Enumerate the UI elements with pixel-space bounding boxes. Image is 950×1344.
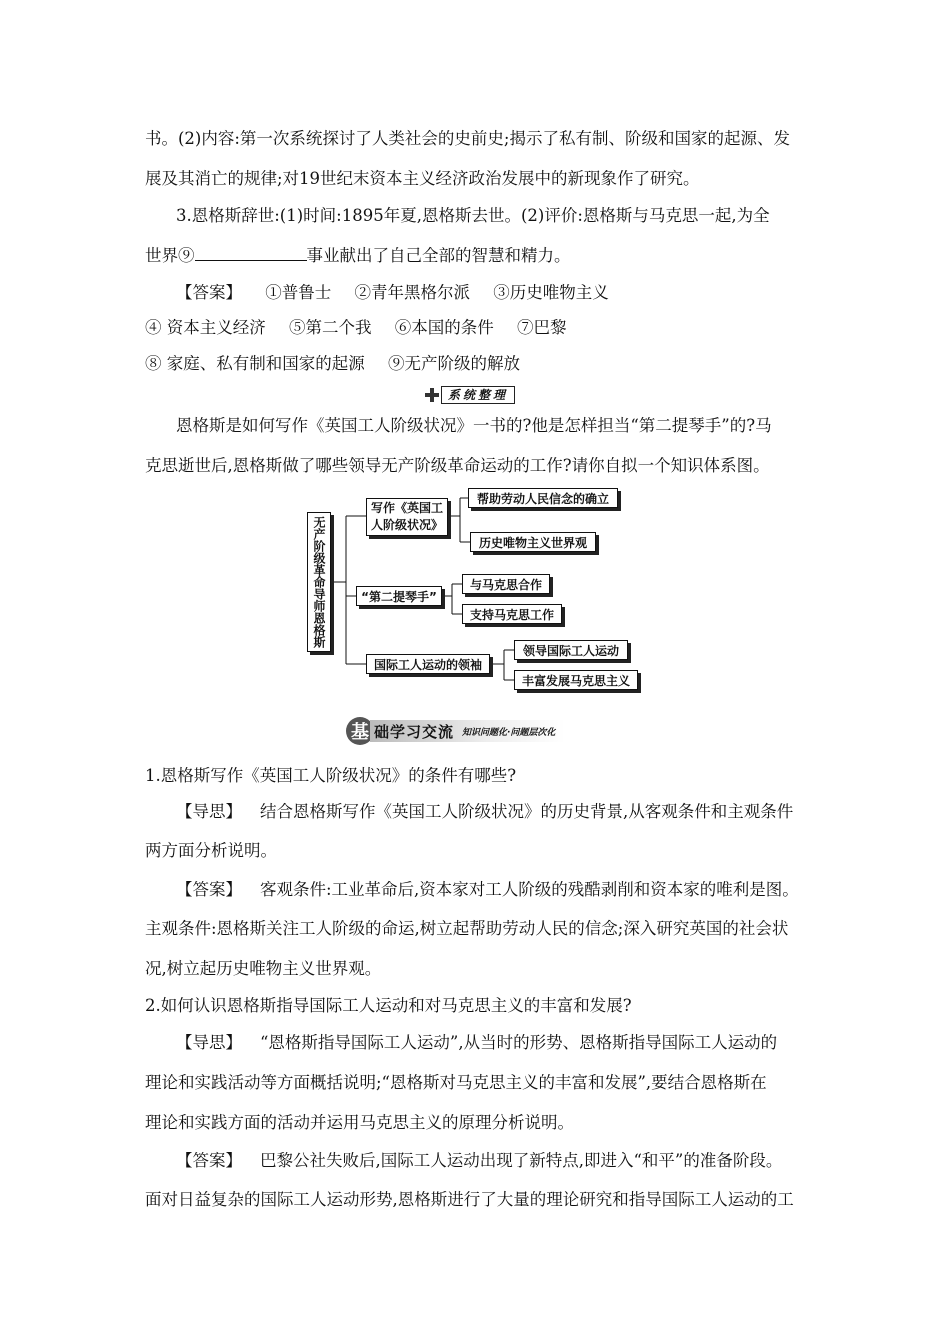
answer-item: ⑨无产阶级的解放 xyxy=(388,354,520,373)
paragraph-line: 展及其消亡的规律;对19世纪末资本主义经济政治发展中的新现象作了研究。 xyxy=(145,169,700,188)
diagram-branch-second-fiddle: “第二提琴手” xyxy=(356,586,442,606)
answer-item: ④ 资本主义经济 xyxy=(145,318,266,337)
answer-tag: 【答案】 xyxy=(176,283,242,302)
answer-text: 巴黎公社失败后,国际工人运动出现了新特点,即进入“和平”的准备阶段。 xyxy=(260,1151,783,1170)
guide-text: “恩格斯指导国际工人运动”,从当时的形势、恩格斯指导国际工人运动的 xyxy=(260,1033,778,1052)
question-2: 2.如何认识恩格斯指导国际工人运动和对马克思主义的丰富和发展? xyxy=(145,996,632,1015)
blank-suffix: 事业献出了自己全部的智慧和精力。 xyxy=(306,246,571,265)
diagram-leaf: 领导国际工人运动 xyxy=(514,640,628,660)
section-banner-title: 础学习交流 xyxy=(374,722,455,741)
answer-line: 面对日益复杂的国际工人运动形势,恩格斯进行了大量的理论研究和指导国际工人运动的工 xyxy=(145,1190,794,1209)
paragraph-line: 3.恩格斯辞世:(1)时间:1895年夏,恩格斯去世。(2)评价:恩格斯与马克思一起,为全 xyxy=(176,206,770,225)
diagram-leaf: 丰富发展马克思主义 xyxy=(514,670,638,690)
cross-deco-icon xyxy=(425,388,439,402)
answer-row xyxy=(145,317,567,339)
guide-tag: 【导思】 xyxy=(176,1033,242,1052)
guide-line: 理论和实践活动等方面概括说明;“恩格斯对马克思主义的丰富和发展”,要结合恩格斯在 xyxy=(145,1073,767,1092)
section-banner-system xyxy=(425,385,515,405)
answer-tag: 【答案】 xyxy=(176,880,242,899)
paragraph-line-blank xyxy=(145,245,571,267)
answer-item: ⑧ 家庭、私有制和国家的起源 xyxy=(145,354,365,373)
paragraph-line: 书。(2)内容:第一次系统探讨了人类社会的史前史;揭示了私有制、阶级和国家的起源、发 xyxy=(145,129,790,148)
diagram-branch-label: 写作《英国工 xyxy=(370,501,443,515)
diagram-branch-label: 人阶级状况》 xyxy=(370,518,443,532)
answer-text: 客观条件:工业革命后,资本家对工人阶级的残酷剥削和资本家的唯利是图。 xyxy=(260,880,799,899)
diagram-branch-writing xyxy=(366,498,448,536)
fill-blank xyxy=(195,245,307,261)
guide-line: 两方面分析说明。 xyxy=(145,841,277,860)
answer-item: ②青年黑格尔派 xyxy=(354,283,470,302)
diagram-leaf: 历史唯物主义世界观 xyxy=(470,532,596,552)
question-1: 1.恩格斯写作《英国工人阶级状况》的条件有哪些? xyxy=(145,766,517,785)
answer-item: ③历史唯物主义 xyxy=(493,283,609,302)
section-badge: 基 xyxy=(346,717,374,745)
guide-line xyxy=(176,801,793,823)
answer-line xyxy=(176,879,799,901)
guide-text: 结合恩格斯写作《英国工人阶级状况》的历史背景,从客观条件和主观条件 xyxy=(260,802,794,821)
answer-row xyxy=(176,282,609,304)
blank-prefix: 世界⑨ xyxy=(145,246,195,265)
section-banner-basic-study xyxy=(346,716,565,746)
summary-line: 恩格斯是如何写作《英国工人阶级状况》一书的?他是怎样担当“第二提琴手”的?马 xyxy=(176,416,772,435)
answer-line xyxy=(176,1150,782,1172)
answer-line: 主观条件:恩格斯关注工人阶级的命运,树立起帮助劳动人民的信念;深入研究英国的社会状 xyxy=(145,919,789,938)
section-banner-subtitle: 知识问题化·问题层次化 xyxy=(462,727,556,738)
diagram-root-node: 无产阶级革命导师恩格斯 xyxy=(307,512,331,652)
section-banner-bar xyxy=(370,720,565,742)
diagram-leaf: 与马克思合作 xyxy=(462,574,550,594)
answer-line: 况,树立起历史唯物主义世界观。 xyxy=(145,959,382,978)
knowledge-diagram xyxy=(300,486,650,698)
answer-item: ①普鲁士 xyxy=(265,283,332,302)
guide-line xyxy=(176,1032,777,1054)
summary-line: 克思逝世后,恩格斯做了哪些领导无产阶级革命运动的工作?请你自拟一个知识体系图。 xyxy=(145,456,770,475)
diagram-branch-leader: 国际工人运动的领袖 xyxy=(366,654,490,674)
diagram-leaf: 支持马克思工作 xyxy=(462,604,562,624)
answer-tag: 【答案】 xyxy=(176,1151,242,1170)
diagram-leaf: 帮助劳动人民信念的确立 xyxy=(468,488,618,508)
answer-item: ⑤第二个我 xyxy=(289,318,372,337)
answer-row xyxy=(145,353,520,375)
answer-item: ⑦巴黎 xyxy=(517,318,567,337)
guide-line: 理论和实践方面的活动并运用马克思主义的原理分析说明。 xyxy=(145,1113,574,1132)
guide-tag: 【导思】 xyxy=(176,802,242,821)
answer-item: ⑥本国的条件 xyxy=(394,318,494,337)
section-banner-label: 系统整理 xyxy=(441,386,515,404)
